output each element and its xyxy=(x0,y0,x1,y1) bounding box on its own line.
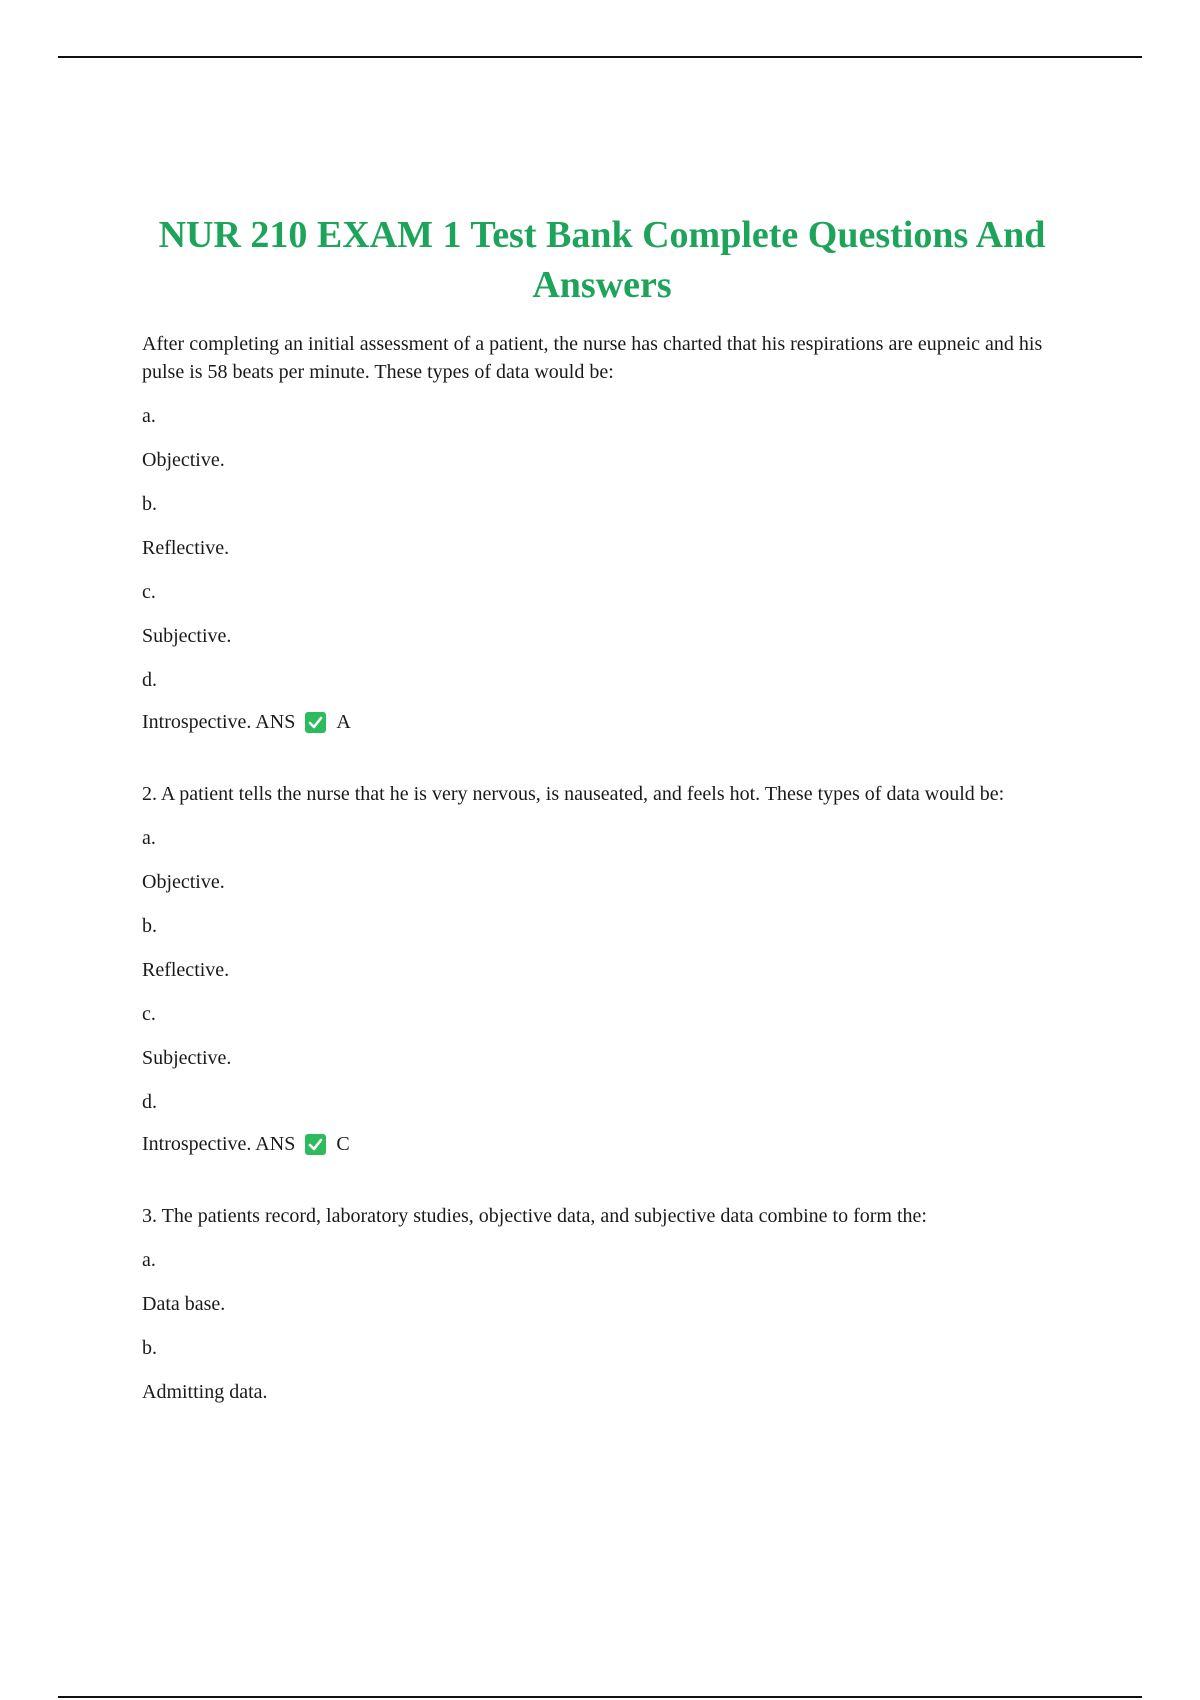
option-text: Subjective. xyxy=(142,1047,232,1069)
option-letter: b. xyxy=(142,493,157,515)
option-letter: a. xyxy=(142,827,156,849)
option-text: Introspective. ANS xyxy=(142,711,296,733)
check-mark-icon xyxy=(305,1134,326,1155)
option-letter: a. xyxy=(142,1249,156,1271)
question-block-2 xyxy=(142,780,1062,1158)
option-text: Subjective. xyxy=(142,625,232,647)
question-block-3 xyxy=(142,1202,1062,1406)
option-text: Reflective. xyxy=(142,959,230,981)
document-body xyxy=(142,210,1062,1406)
answer-line xyxy=(142,708,1062,736)
check-mark-icon xyxy=(305,712,326,733)
option-letter: d. xyxy=(142,1091,157,1113)
answer-value: A xyxy=(336,711,351,733)
option-text: Introspective. ANS xyxy=(142,1133,296,1155)
question-text: After completing an initial assessment of a patient, the nurse has charted that his respirations are eupneic and his pulse is 58 beats per minute. These types of data would be: xyxy=(142,333,1043,383)
option-text: Objective. xyxy=(142,449,225,471)
option-letter: a. xyxy=(142,405,156,427)
document-title: NUR 210 EXAM 1 Test Bank Complete Questions And Answers xyxy=(158,214,1046,306)
bottom-rule xyxy=(58,1696,1142,1698)
answer-line xyxy=(142,1130,1062,1158)
option-letter: b. xyxy=(142,1337,157,1359)
option-letter: d. xyxy=(142,669,157,691)
option-text: Objective. xyxy=(142,871,225,893)
question-text: 3. The patients record, laboratory studies, objective data, and subjective data combine to form the: xyxy=(142,1205,927,1227)
option-text: Admitting data. xyxy=(142,1381,268,1403)
option-letter: c. xyxy=(142,1003,156,1025)
option-letter: b. xyxy=(142,915,157,937)
option-text: Reflective. xyxy=(142,537,230,559)
question-block-1 xyxy=(142,330,1062,736)
option-text: Data base. xyxy=(142,1293,226,1315)
top-rule xyxy=(58,56,1142,58)
question-text: 2. A patient tells the nurse that he is very nervous, is nauseated, and feels hot. These types of data would be: xyxy=(142,783,1005,805)
option-letter: c. xyxy=(142,581,156,603)
answer-value: C xyxy=(336,1133,350,1155)
